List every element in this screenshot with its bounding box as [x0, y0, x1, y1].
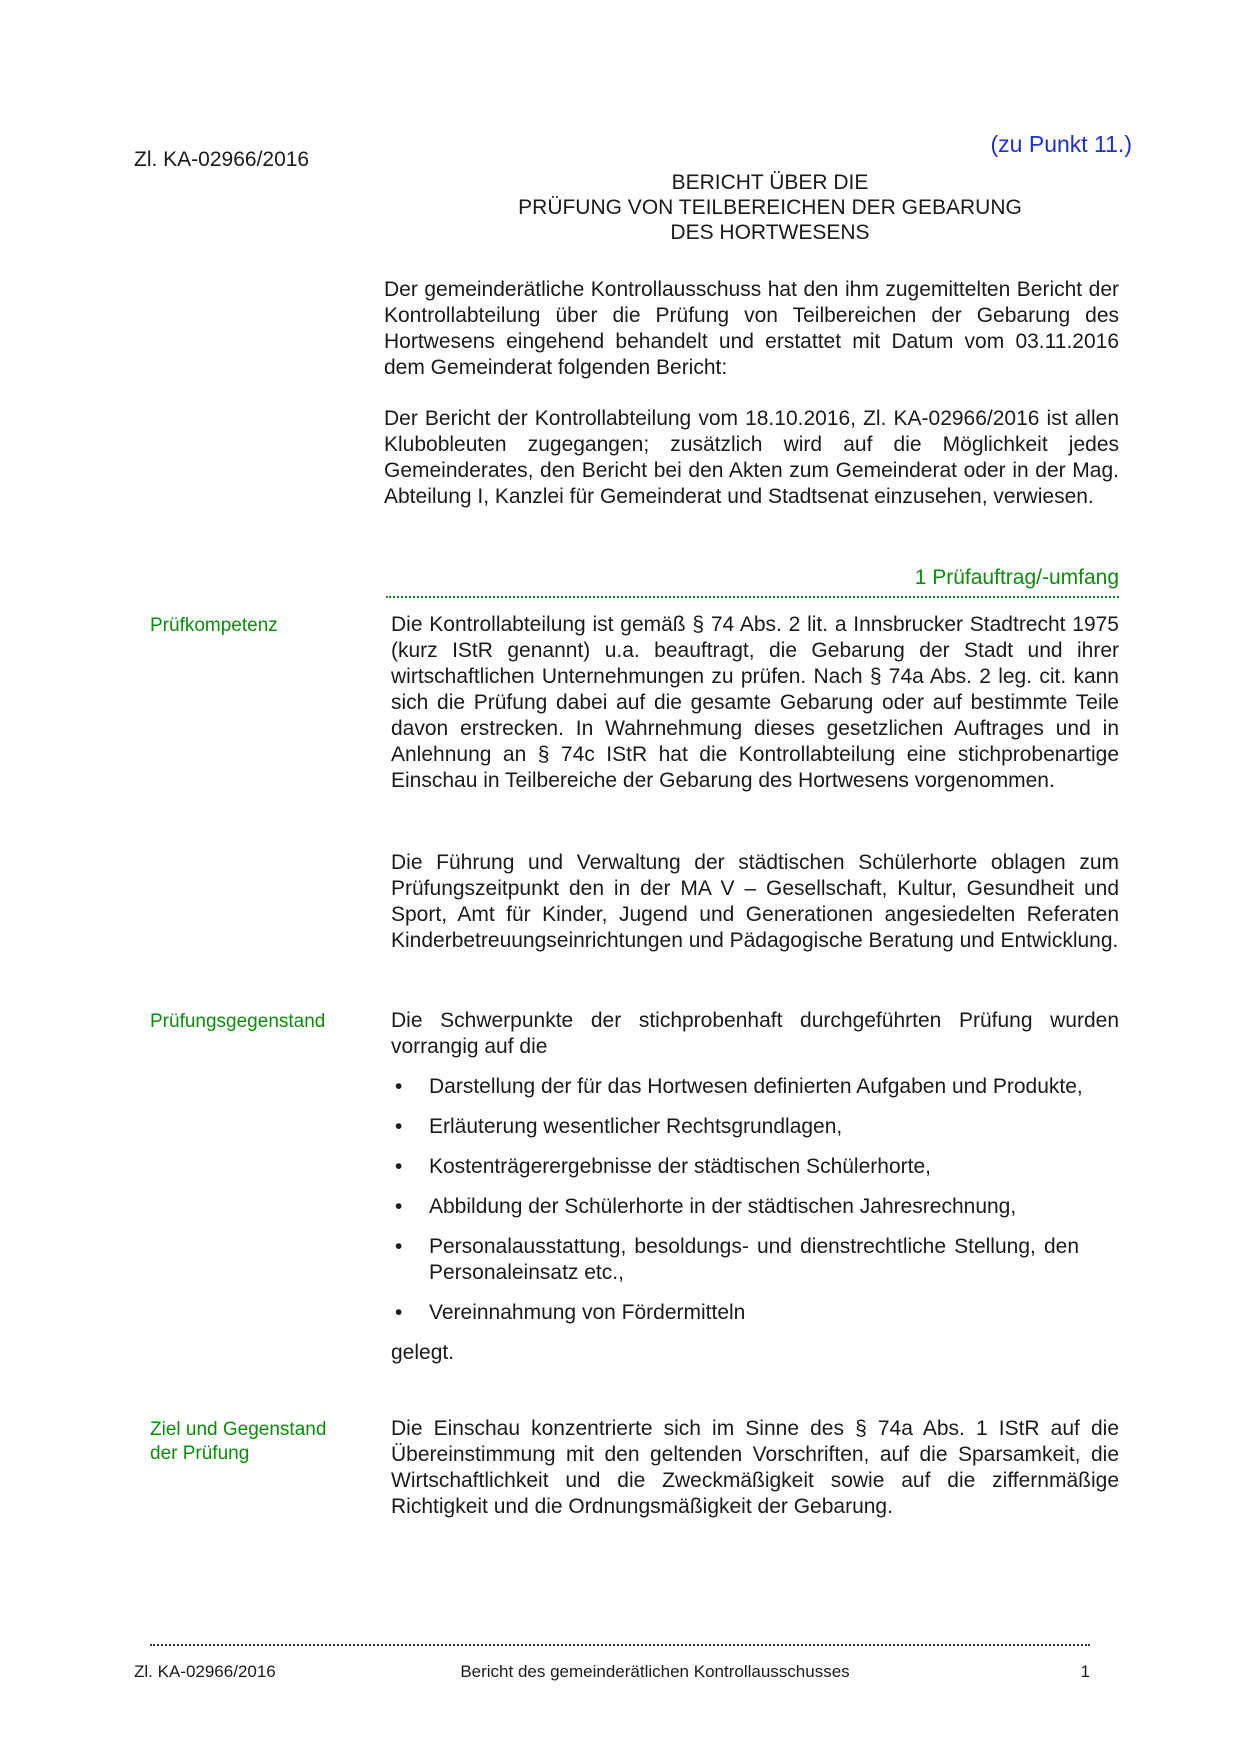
list-item: • Abbildung der Schülerhorte in der städtischen Jahresrechnung,	[391, 1194, 1119, 1220]
margin-label: Prüfungsgegenstand	[150, 1011, 326, 1032]
intro-paragraph	[384, 277, 1119, 381]
title-line: PRÜFUNG VON TEILBEREICHEN DER GEBARUNG	[518, 196, 1022, 219]
paragraph: Der gemeinderätliche Kontrollausschuss hat den ihm zugemittelten Bericht der Kontrollabteilung über die Prüfung von Teilbereichen der Gebarung des Hortwesens eingehend behandelt und erstattet mit Datum vom 03.11.2016 dem Gemeinderat folgenden Bericht:	[384, 278, 1119, 379]
margin-label-line: der Prüfung	[150, 1443, 250, 1464]
list-item: • Erläuterung wesentlicher Rechtsgrundlagen,	[391, 1114, 1119, 1140]
paragraph: gelegt.	[391, 1341, 455, 1364]
paragraph: Die Einschau konzentrierte sich im Sinne des § 74a Abs. 1 IStR auf die Übereinstimmung mit den geltenden Vorschriften, auf die Sparsamkeit, die Wirtschaftlichkeit und die Zweckmäßigkeit sowie auf die ziffernmäßige Richtigkeit und die Ordnungsmäßigkeit der Gebarung.	[391, 1417, 1119, 1518]
paragraph: Die Schwerpunkte der stichprobenhaft durchgeführten Prüfung wurden vorrangig auf die	[391, 1009, 1119, 1058]
section-paragraph	[391, 850, 1119, 954]
paragraph: Die Führung und Verwaltung der städtischen Schülerhorte oblagen zum Prüfungszeitpunkt den in der MA V – Gesellschaft, Kultur, Gesundheit und Sport, Amt für Kinder, Jugend und Generationen angesiedelten Referaten Kinderbetreuungseinrichtungen und Pädagogische Beratung und Entwicklung.	[391, 851, 1119, 952]
paragraph: Der Bericht der Kontrollabteilung vom 18.10.2016, Zl. KA-02966/2016 ist allen Klubobleuten zugegangen; zusätzlich wird auf die Möglichkeit jedes Gemeinderates, den Bericht bei den Akten zum Gemeinderat oder in der Mag. Abteilung I, Kanzlei für Gemeinderat und Stadtsenat einzusehen, verwiesen.	[384, 407, 1119, 508]
section-paragraph	[391, 1008, 1119, 1366]
list-item: • Darstellung der für das Hortwesen definierten Aufgaben und Produkte,	[391, 1074, 1119, 1100]
document-title	[380, 170, 1160, 245]
footer-title: Bericht des gemeinderätlichen Kontrollausschusses	[460, 1662, 850, 1681]
margin-label: Prüfkompetenz	[150, 615, 278, 636]
list-item: • Kostenträgerergebnisse der städtischen Schülerhorte,	[391, 1154, 1119, 1180]
paragraph: Die Kontrollabteilung ist gemäß § 74 Abs. 2 lit. a Innsbrucker Stadtrecht 1975 (kurz IStR genannt) u.a. beauftragt, die Gebarung der Stadt und ihrer wirtschaftlichen Unternehmungen zu prüfen. Nach § 74a Abs. 2 leg. cit. kann sich die Prüfung dabei auf die gesamte Gebarung oder auf bestimmte Teile davon erstrecken. In Wahrnehmung dieses gesetzlichen Auftrages und in Anlehnung an § 74c IStR hat die Kontrollabteilung eine stichprobenartige Einschau in Teilbereiche der Gebarung des Hortwesens vorgenommen.	[391, 613, 1119, 792]
footer-reference: Zl. KA-02966/2016	[134, 1662, 276, 1681]
title-line: DES HORTWESENS	[670, 221, 870, 244]
document-reference: Zl. KA-02966/2016	[134, 148, 310, 171]
intro-paragraph	[384, 406, 1119, 510]
section-heading: 1 Prüfauftrag/-umfang	[914, 566, 1119, 589]
list-item: • Vereinnahmung von Fördermitteln	[391, 1300, 1119, 1326]
footer-divider	[150, 1644, 1090, 1646]
section-paragraph	[391, 1416, 1119, 1520]
margin-label	[150, 1418, 326, 1466]
list-item: • Personalausstattung, besoldungs- und dienstrechtliche Stellung, den Personaleinsatz etc.,	[391, 1234, 1119, 1286]
title-line: BERICHT ÜBER DIE	[671, 171, 869, 194]
page-number: 1	[1080, 1662, 1090, 1681]
topic-list	[391, 1074, 1119, 1326]
margin-label-line: Ziel und Gegenstand	[150, 1419, 327, 1440]
section-divider	[386, 596, 1119, 598]
section-paragraph	[391, 612, 1119, 794]
agenda-item-label: (zu Punkt 11.)	[990, 131, 1132, 157]
